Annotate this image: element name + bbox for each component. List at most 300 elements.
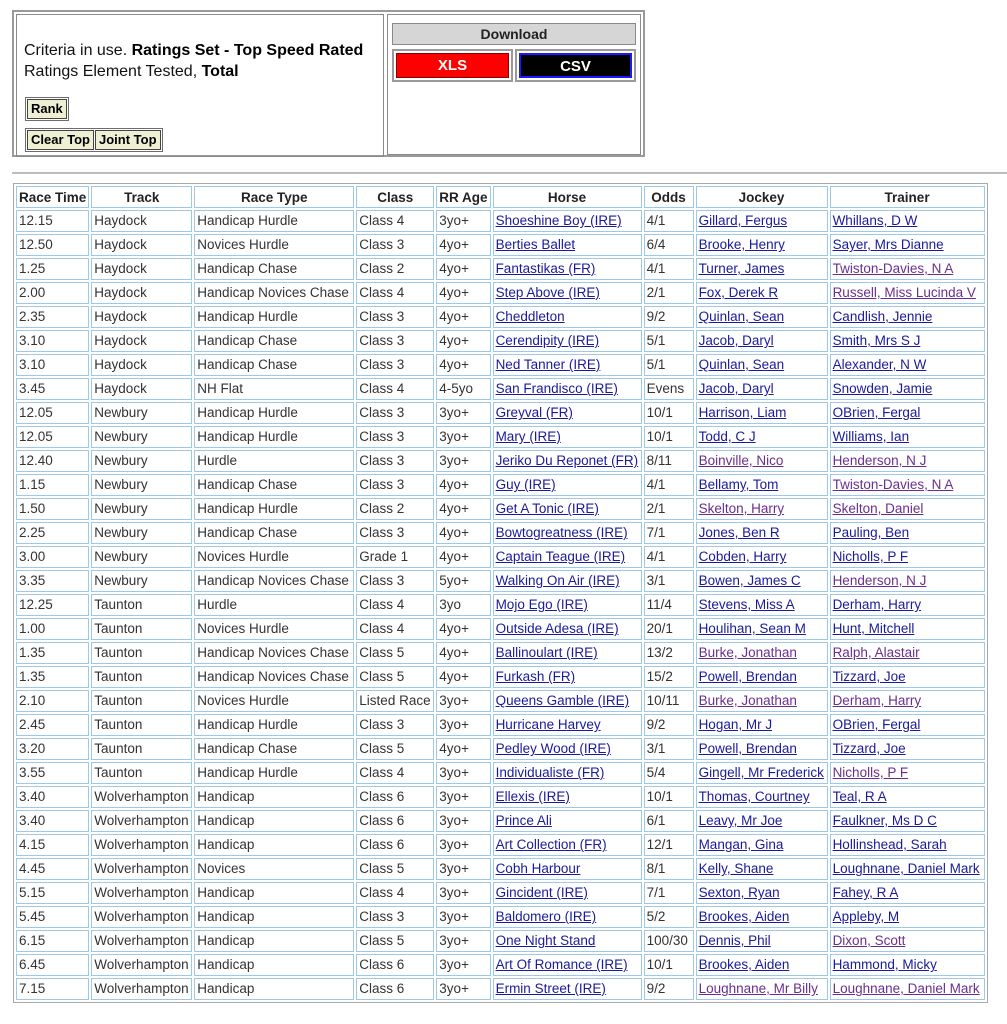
- column-header-race-type: Race Type: [194, 186, 354, 208]
- jockey-link[interactable]: Gillard, Fergus: [698, 213, 788, 228]
- track-cell: Haydock: [91, 210, 192, 232]
- horse-link[interactable]: Queens Gamble (IRE): [495, 693, 630, 708]
- jockey-link[interactable]: Kelly, Shane: [698, 861, 774, 876]
- rank-box: [25, 97, 69, 121]
- table-row: [16, 786, 985, 808]
- trainer-cell: [830, 354, 985, 376]
- track-cell: Newbury: [91, 402, 192, 424]
- rr-age-cell: 3yo+: [436, 762, 490, 784]
- trainer-link[interactable]: Loughnane, Daniel Mark: [832, 981, 980, 996]
- horse-link[interactable]: San Frandisco (IRE): [495, 381, 618, 396]
- horse-link[interactable]: Ballinoulart (IRE): [495, 645, 598, 660]
- race-type-cell: Handicap Hurdle: [194, 762, 354, 784]
- jockey-cell: [696, 210, 828, 232]
- horse-cell: [493, 594, 642, 616]
- horse-link[interactable]: Ermin Street (IRE): [495, 981, 606, 996]
- odds-cell: 4/1: [644, 258, 694, 280]
- trainer-link[interactable]: Fahey, R A: [832, 885, 899, 900]
- horse-link[interactable]: Jeriko Du Reponet (FR): [495, 453, 639, 468]
- track-cell: Wolverhampton: [91, 930, 192, 952]
- jockey-cell: [696, 858, 828, 880]
- trainer-link[interactable]: Skelton, Daniel: [832, 501, 924, 516]
- table-row: [16, 498, 985, 520]
- trainer-link[interactable]: Loughnane, Daniel Mark: [832, 861, 980, 876]
- jockey-link[interactable]: Cobden, Harry: [698, 549, 787, 564]
- jockey-link[interactable]: Bowen, James C: [698, 573, 801, 588]
- jockey-link[interactable]: Fox, Derek R: [698, 285, 779, 300]
- table-row: [16, 474, 985, 496]
- race-time-cell: 3.40: [16, 786, 89, 808]
- jockey-cell: [696, 666, 828, 688]
- column-header-class: Class: [356, 186, 434, 208]
- rr-age-cell: 4-5yo: [436, 378, 490, 400]
- jockey-cell: [696, 906, 828, 928]
- race-table: [13, 183, 988, 1003]
- odds-cell: 2/1: [644, 498, 694, 520]
- race-type-cell: Handicap Hurdle: [194, 498, 354, 520]
- odds-cell: 11/4: [644, 594, 694, 616]
- class-cell: Class 3: [356, 234, 434, 256]
- table-row: [16, 714, 985, 736]
- race-time-cell: 2.25: [16, 522, 89, 544]
- horse-link[interactable]: Baldomero (IRE): [495, 909, 597, 924]
- race-type-cell: Handicap Chase: [194, 522, 354, 544]
- class-cell: Class 3: [356, 354, 434, 376]
- race-type-cell: Handicap Chase: [194, 474, 354, 496]
- jockey-link[interactable]: Gingell, Mr Frederick: [698, 765, 824, 780]
- horse-cell: [493, 954, 642, 976]
- jockey-link[interactable]: Burke, Jonathan: [698, 693, 797, 708]
- race-type-cell: Handicap Hurdle: [194, 210, 354, 232]
- horse-link[interactable]: Fantastikas (FR): [495, 261, 596, 276]
- horse-cell: [493, 666, 642, 688]
- trainer-link[interactable]: Dixon, Scott: [832, 933, 906, 948]
- odds-cell: 2/1: [644, 282, 694, 304]
- track-cell: Wolverhampton: [91, 858, 192, 880]
- race-time-cell: 3.35: [16, 570, 89, 592]
- track-cell: Newbury: [91, 546, 192, 568]
- csv-button-frame: [515, 49, 636, 82]
- trainer-link[interactable]: Whillans, D W: [832, 213, 918, 228]
- race-type-cell: Handicap: [194, 786, 354, 808]
- odds-cell: 10/11: [644, 690, 694, 712]
- race-time-cell: 5.45: [16, 906, 89, 928]
- rr-age-cell: 4yo+: [436, 234, 490, 256]
- horse-link[interactable]: Bowtogreatness (IRE): [495, 525, 628, 540]
- horse-link[interactable]: One Night Stand: [495, 933, 596, 948]
- rr-age-cell: 4yo+: [436, 522, 490, 544]
- horse-link[interactable]: Cheddleton: [495, 309, 565, 324]
- odds-cell: 5/2: [644, 906, 694, 928]
- jockey-link[interactable]: Stevens, Miss A: [698, 597, 795, 612]
- track-cell: Haydock: [91, 258, 192, 280]
- jockey-cell: [696, 570, 828, 592]
- criteria-prefix: Criteria in use.: [24, 42, 132, 59]
- race-time-cell: 5.15: [16, 882, 89, 904]
- trainer-link[interactable]: Twiston-Davies, N A: [832, 477, 954, 492]
- jockey-link[interactable]: Leavy, Mr Joe: [698, 813, 783, 828]
- trainer-link[interactable]: Nicholls, P F: [832, 765, 909, 780]
- class-cell: Class 4: [356, 762, 434, 784]
- class-cell: Class 4: [356, 210, 434, 232]
- xls-download-button[interactable]: XLS: [396, 53, 509, 78]
- divider: [12, 172, 1007, 174]
- race-time-cell: 3.10: [16, 330, 89, 352]
- horse-cell: [493, 258, 642, 280]
- race-type-cell: Novices Hurdle: [194, 546, 354, 568]
- table-header-row: [16, 186, 985, 208]
- odds-cell: 4/1: [644, 546, 694, 568]
- table-row: [16, 642, 985, 664]
- csv-download-button[interactable]: CSV: [519, 53, 632, 78]
- race-type-cell: Handicap: [194, 834, 354, 856]
- race-type-cell: Handicap Chase: [194, 258, 354, 280]
- horse-cell: [493, 738, 642, 760]
- track-cell: Haydock: [91, 330, 192, 352]
- joint-top-button[interactable]: Joint Top: [95, 130, 161, 150]
- race-time-cell: 3.10: [16, 354, 89, 376]
- horse-link[interactable]: Guy (IRE): [495, 477, 556, 492]
- jockey-link[interactable]: Loughnane, Mr Billy: [698, 981, 818, 996]
- race-time-cell: 1.15: [16, 474, 89, 496]
- horse-cell: [493, 306, 642, 328]
- trainer-link[interactable]: Henderson, N J: [832, 573, 927, 588]
- horse-cell: [493, 330, 642, 352]
- jockey-link[interactable]: Jacob, Daryl: [698, 333, 774, 348]
- column-header-race-time: Race Time: [16, 186, 89, 208]
- jockey-link[interactable]: Houlihan, Sean M: [698, 621, 806, 636]
- rr-age-cell: 4yo+: [436, 282, 490, 304]
- trainer-cell: [830, 570, 985, 592]
- table-row: [16, 282, 985, 304]
- race-type-cell: Novices Hurdle: [194, 618, 354, 640]
- race-type-cell: Handicap Hurdle: [194, 426, 354, 448]
- jockey-cell: [696, 690, 828, 712]
- horse-cell: [493, 762, 642, 784]
- trainer-link[interactable]: Twiston-Davies, N A: [832, 261, 954, 276]
- horse-link[interactable]: Individualiste (FR): [495, 765, 605, 780]
- column-header-track: Track: [91, 186, 192, 208]
- rank-button[interactable]: Rank: [27, 99, 67, 119]
- track-cell: Taunton: [91, 690, 192, 712]
- race-time-cell: 12.40: [16, 450, 89, 472]
- horse-cell: [493, 786, 642, 808]
- column-header-rr-age: RR Age: [436, 186, 490, 208]
- table-row: [16, 882, 985, 904]
- horse-link[interactable]: Cerendipity (IRE): [495, 333, 600, 348]
- jockey-link[interactable]: Brookes, Aiden: [698, 909, 790, 924]
- jockey-cell: [696, 930, 828, 952]
- track-cell: Wolverhampton: [91, 786, 192, 808]
- rr-age-cell: 4yo+: [436, 666, 490, 688]
- jockey-link[interactable]: Todd, C J: [698, 429, 756, 444]
- jockey-link[interactable]: Jacob, Daryl: [698, 381, 774, 396]
- table-row: [16, 546, 985, 568]
- trainer-link[interactable]: OBrien, Fergal: [832, 717, 921, 732]
- trainer-cell: [830, 666, 985, 688]
- jockey-cell: [696, 882, 828, 904]
- horse-cell: [493, 642, 642, 664]
- class-cell: Class 3: [356, 426, 434, 448]
- jockey-link[interactable]: Turner, James: [698, 261, 785, 276]
- trainer-link[interactable]: Tizzard, Joe: [832, 669, 906, 684]
- track-cell: Taunton: [91, 642, 192, 664]
- horse-cell: [493, 354, 642, 376]
- horse-link[interactable]: Hurricane Harvey: [495, 717, 601, 732]
- horse-link[interactable]: Gincident (IRE): [495, 885, 588, 900]
- race-time-cell: 1.25: [16, 258, 89, 280]
- jockey-link[interactable]: Boinville, Nico: [698, 453, 784, 468]
- race-type-cell: Handicap Novices Chase: [194, 570, 354, 592]
- race-type-cell: Handicap Chase: [194, 330, 354, 352]
- race-time-cell: 6.15: [16, 930, 89, 952]
- jockey-link[interactable]: Brooke, Henry: [698, 237, 785, 252]
- odds-cell: 20/1: [644, 618, 694, 640]
- horse-link[interactable]: Greyval (FR): [495, 405, 573, 420]
- trainer-cell: [830, 450, 985, 472]
- track-cell: Wolverhampton: [91, 954, 192, 976]
- odds-cell: 5/4: [644, 762, 694, 784]
- horse-link[interactable]: Walking On Air (IRE): [495, 573, 620, 588]
- trainer-cell: [830, 762, 985, 784]
- jockey-link[interactable]: Quinlan, Sean: [698, 357, 785, 372]
- horse-link[interactable]: Berties Ballet: [495, 237, 576, 252]
- trainer-link[interactable]: Teal, R A: [832, 789, 887, 804]
- horse-link[interactable]: Mojo Ego (IRE): [495, 597, 588, 612]
- trainer-link[interactable]: Pauling, Ben: [832, 525, 910, 540]
- trainer-cell: [830, 978, 985, 1000]
- rr-age-cell: 4yo+: [436, 306, 490, 328]
- horse-cell: [493, 834, 642, 856]
- jockey-link[interactable]: Brookes, Aiden: [698, 957, 790, 972]
- horse-cell: [493, 810, 642, 832]
- class-cell: Grade 1: [356, 546, 434, 568]
- odds-cell: 10/1: [644, 426, 694, 448]
- race-time-cell: 12.50: [16, 234, 89, 256]
- horse-link[interactable]: Outside Adesa (IRE): [495, 621, 619, 636]
- rr-age-cell: 4yo+: [436, 330, 490, 352]
- race-time-cell: 12.15: [16, 210, 89, 232]
- column-header-horse: Horse: [493, 186, 642, 208]
- table-row: [16, 354, 985, 376]
- jockey-cell: [696, 618, 828, 640]
- jockey-link[interactable]: Harrison, Liam: [698, 405, 787, 420]
- odds-cell: 4/1: [644, 474, 694, 496]
- odds-cell: 10/1: [644, 786, 694, 808]
- jockey-link[interactable]: Powell, Brendan: [698, 669, 797, 684]
- odds-cell: 12/1: [644, 834, 694, 856]
- rr-age-cell: 3yo+: [436, 402, 490, 424]
- jockey-link[interactable]: Bellamy, Tom: [698, 477, 779, 492]
- trainer-cell: [830, 306, 985, 328]
- rr-age-cell: 4yo+: [436, 546, 490, 568]
- download-panel: [387, 14, 641, 155]
- race-type-cell: Handicap: [194, 810, 354, 832]
- race-time-cell: 1.50: [16, 498, 89, 520]
- race-type-cell: Handicap Chase: [194, 738, 354, 760]
- table-row: [16, 810, 985, 832]
- horse-cell: [493, 210, 642, 232]
- track-cell: Haydock: [91, 354, 192, 376]
- odds-cell: 9/2: [644, 714, 694, 736]
- column-header-jockey: Jockey: [696, 186, 828, 208]
- race-type-cell: Handicap Hurdle: [194, 714, 354, 736]
- track-cell: Taunton: [91, 762, 192, 784]
- table-row: [16, 234, 985, 256]
- rr-age-cell: 3yo+: [436, 210, 490, 232]
- track-cell: Taunton: [91, 594, 192, 616]
- race-time-cell: 3.40: [16, 810, 89, 832]
- download-title: Download: [392, 23, 636, 45]
- track-cell: Newbury: [91, 450, 192, 472]
- horse-link[interactable]: Step Above (IRE): [495, 285, 600, 300]
- race-type-cell: Handicap Novices Chase: [194, 282, 354, 304]
- class-cell: Class 5: [356, 666, 434, 688]
- trainer-link[interactable]: Hammond, Micky: [832, 957, 937, 972]
- rr-age-cell: 5yo+: [436, 570, 490, 592]
- horse-cell: [493, 426, 642, 448]
- jockey-link[interactable]: Thomas, Courtney: [698, 789, 810, 804]
- class-cell: Class 5: [356, 738, 434, 760]
- race-time-cell: 12.25: [16, 594, 89, 616]
- table-row: [16, 210, 985, 232]
- class-cell: Class 6: [356, 834, 434, 856]
- rr-age-cell: 3yo: [436, 594, 490, 616]
- track-cell: Newbury: [91, 498, 192, 520]
- trainer-link[interactable]: Tizzard, Joe: [832, 741, 906, 756]
- trainer-link[interactable]: Sayer, Mrs Dianne: [832, 237, 944, 252]
- horse-link[interactable]: Art Of Romance (IRE): [495, 957, 628, 972]
- horse-link[interactable]: Get A Tonic (IRE): [495, 501, 599, 516]
- trainer-link[interactable]: Ralph, Alastair: [832, 645, 920, 660]
- horse-link[interactable]: Pedley Wood (IRE): [495, 741, 611, 756]
- odds-cell: 4/1: [644, 210, 694, 232]
- track-cell: Haydock: [91, 378, 192, 400]
- race-type-cell: Handicap Novices Chase: [194, 642, 354, 664]
- table-row: [16, 378, 985, 400]
- jockey-link[interactable]: Skelton, Harry: [698, 501, 785, 516]
- trainer-link[interactable]: Snowden, Jamie: [832, 381, 933, 396]
- jockey-link[interactable]: Powell, Brendan: [698, 741, 797, 756]
- rr-age-cell: 3yo+: [436, 810, 490, 832]
- jockey-link[interactable]: Quinlan, Sean: [698, 309, 785, 324]
- horse-link[interactable]: Ned Tanner (IRE): [495, 357, 601, 372]
- race-time-cell: 1.00: [16, 618, 89, 640]
- trainer-link[interactable]: Candlish, Jennie: [832, 309, 933, 324]
- horse-link[interactable]: Shoeshine Boy (IRE): [495, 213, 622, 228]
- class-cell: Class 3: [356, 306, 434, 328]
- table-row: [16, 930, 985, 952]
- race-time-cell: 3.45: [16, 378, 89, 400]
- trainer-cell: [830, 402, 985, 424]
- class-cell: Class 4: [356, 618, 434, 640]
- track-cell: Haydock: [91, 306, 192, 328]
- table-row: [16, 834, 985, 856]
- rr-age-cell: 4yo+: [436, 618, 490, 640]
- race-time-cell: 2.45: [16, 714, 89, 736]
- track-cell: Newbury: [91, 522, 192, 544]
- trainer-link[interactable]: Russell, Miss Lucinda V: [832, 285, 976, 300]
- trainer-cell: [830, 474, 985, 496]
- race-type-cell: Handicap Novices Chase: [194, 666, 354, 688]
- jockey-link[interactable]: Hogan, Mr J: [698, 717, 773, 732]
- trainer-link[interactable]: Derham, Harry: [832, 693, 922, 708]
- race-type-cell: Handicap Hurdle: [194, 402, 354, 424]
- horse-link[interactable]: Cobh Harbour: [495, 861, 581, 876]
- trainer-link[interactable]: Alexander, N W: [832, 357, 927, 372]
- class-cell: Class 4: [356, 282, 434, 304]
- trainer-cell: [830, 522, 985, 544]
- horse-link[interactable]: Art Collection (FR): [495, 837, 607, 852]
- trainer-cell: [830, 954, 985, 976]
- trainer-cell: [830, 378, 985, 400]
- track-cell: Wolverhampton: [91, 978, 192, 1000]
- table-row: [16, 858, 985, 880]
- table-row: [16, 402, 985, 424]
- trainer-link[interactable]: OBrien, Fergal: [832, 405, 921, 420]
- horse-link[interactable]: Furkash (FR): [495, 669, 576, 684]
- class-cell: Class 5: [356, 642, 434, 664]
- trainer-link[interactable]: Smith, Mrs S J: [832, 333, 921, 348]
- trainer-cell: [830, 690, 985, 712]
- trainer-link[interactable]: Derham, Harry: [832, 597, 922, 612]
- trainer-link[interactable]: Faulkner, Ms D C: [832, 813, 937, 828]
- horse-link[interactable]: Prince Ali: [495, 813, 552, 828]
- horse-cell: [493, 714, 642, 736]
- race-time-cell: 6.45: [16, 954, 89, 976]
- clear-joint-box: [25, 128, 163, 152]
- jockey-link[interactable]: Burke, Jonathan: [698, 645, 797, 660]
- horse-link[interactable]: Ellexis (IRE): [495, 789, 570, 804]
- trainer-cell: [830, 234, 985, 256]
- horse-link[interactable]: Captain Teague (IRE): [495, 549, 626, 564]
- jockey-link[interactable]: Mangan, Gina: [698, 837, 784, 852]
- trainer-link[interactable]: Hunt, Mitchell: [832, 621, 915, 636]
- odds-cell: 9/2: [644, 306, 694, 328]
- horse-cell: [493, 522, 642, 544]
- table-row: [16, 978, 985, 1000]
- clear-top-button[interactable]: Clear Top: [27, 130, 94, 150]
- table-row: [16, 954, 985, 976]
- jockey-cell: [696, 282, 828, 304]
- trainer-link[interactable]: Henderson, N J: [832, 453, 927, 468]
- trainer-link[interactable]: Hollinshead, Sarah: [832, 837, 947, 852]
- trainer-link[interactable]: Williams, Ian: [832, 429, 910, 444]
- jockey-link[interactable]: Dennis, Phil: [698, 933, 771, 948]
- rr-age-cell: 3yo+: [436, 834, 490, 856]
- class-cell: Class 2: [356, 498, 434, 520]
- trainer-cell: [830, 906, 985, 928]
- trainer-link[interactable]: Nicholls, P F: [832, 549, 909, 564]
- odds-cell: Evens: [644, 378, 694, 400]
- jockey-cell: [696, 474, 828, 496]
- jockey-cell: [696, 834, 828, 856]
- odds-cell: 7/1: [644, 882, 694, 904]
- trainer-link[interactable]: Appleby, M: [832, 909, 900, 924]
- horse-cell: [493, 282, 642, 304]
- track-cell: Taunton: [91, 738, 192, 760]
- top-panel: [12, 10, 645, 157]
- horse-link[interactable]: Mary (IRE): [495, 429, 561, 444]
- race-type-cell: Hurdle: [194, 594, 354, 616]
- horse-cell: [493, 546, 642, 568]
- jockey-link[interactable]: Sexton, Ryan: [698, 885, 780, 900]
- jockey-cell: [696, 330, 828, 352]
- class-cell: Class 3: [356, 330, 434, 352]
- jockey-link[interactable]: Jones, Ben R: [698, 525, 780, 540]
- xls-button-frame: [392, 49, 513, 82]
- trainer-cell: [830, 498, 985, 520]
